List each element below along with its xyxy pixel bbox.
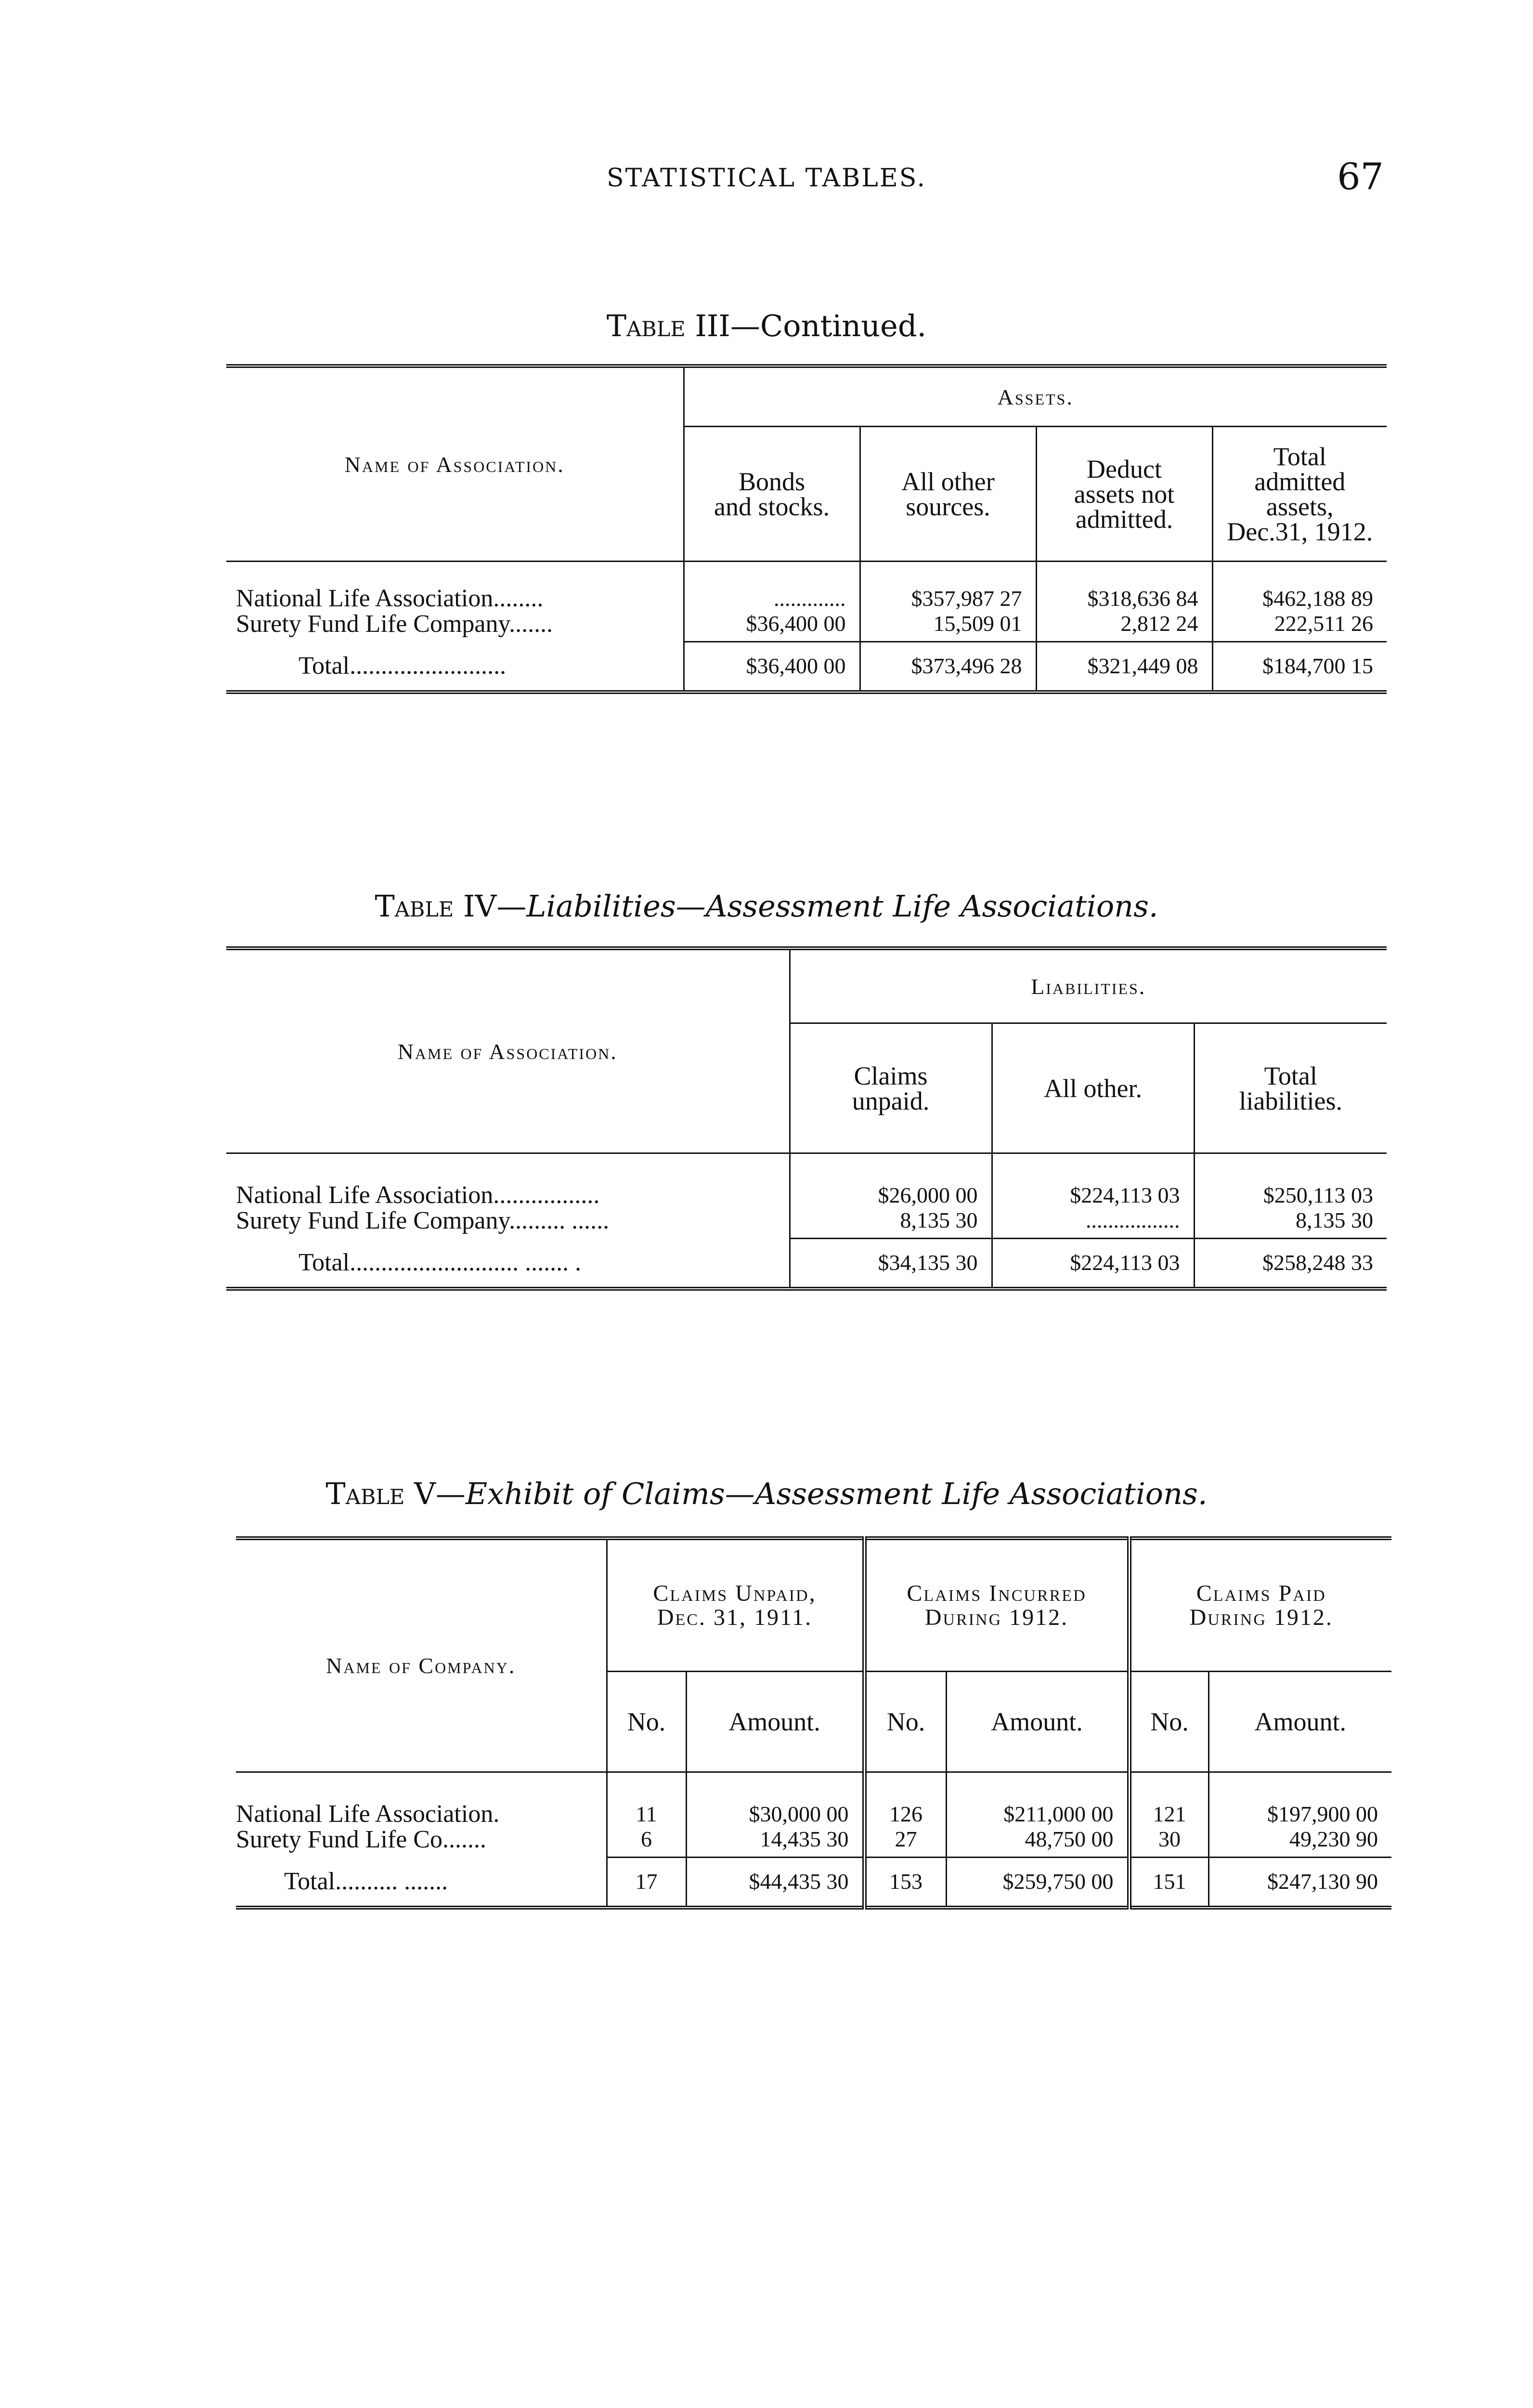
table3-title-prefix: Table bbox=[606, 308, 686, 343]
table-row: National Life Association................. $26,000 00 $224,113 03 $250,113 03 bbox=[226, 1153, 1387, 1208]
page-number: 67 bbox=[1337, 155, 1384, 198]
table5-sub-amount: Amount. bbox=[1208, 1672, 1391, 1772]
table-row: Surety Fund Life Company....... $36,400 00 15,509 01 2,812 24 222,511 26 bbox=[226, 611, 1387, 642]
table4-title-prefix: Table bbox=[375, 889, 454, 924]
table-row: Surety Fund Life Company......... ...... 8,135 30 ................. 8,135 30 bbox=[226, 1208, 1387, 1239]
table4-col-claims: Claims unpaid. bbox=[790, 1023, 992, 1153]
table3-col-bonds: Bonds and stocks. bbox=[684, 427, 860, 562]
table3-col-other: All other sources. bbox=[860, 427, 1036, 562]
table5-group-unpaid: Claims Unpaid, Dec. 31, 1911. bbox=[607, 1538, 864, 1672]
table3-title bbox=[0, 308, 1533, 343]
table3-name-header: Name of Association. bbox=[226, 366, 684, 562]
table5-title-num: V— bbox=[414, 1476, 466, 1511]
table-row: National Life Association. 11 $30,000 00 126 $211,000 00 121 $197,900 00 bbox=[236, 1772, 1391, 1827]
table5-title bbox=[0, 1476, 1533, 1511]
total-row: Total......................... $36,400 00 $373,496 28 $321,449 08 $184,700 15 bbox=[226, 642, 1387, 692]
table-row: Surety Fund Life Co....... 6 14,435 30 27 48,750 00 30 49,230 90 bbox=[236, 1827, 1391, 1858]
table4-liabilities-header: Liabilities. bbox=[790, 948, 1387, 1023]
table5-sub-amount: Amount. bbox=[946, 1672, 1129, 1772]
table3 bbox=[226, 364, 1387, 694]
table5-title-prefix: Table bbox=[325, 1476, 405, 1511]
table5-sub-amount: Amount. bbox=[686, 1672, 864, 1772]
table4-col-allother: All other. bbox=[992, 1023, 1194, 1153]
total-row: Total.......... ....... 17 $44,435 30 153 $259,750 00 151 $247,130 90 bbox=[236, 1858, 1391, 1908]
table3-assets-header: Assets. bbox=[684, 366, 1387, 427]
table4-title bbox=[0, 889, 1533, 924]
table4-title-rest: Liabilities—Assessment Life Associations. bbox=[526, 889, 1158, 924]
table-row: National Life Association........ ............. $357,987 27 $318,636 84 $462,188 89 bbox=[226, 562, 1387, 612]
table5-title-rest: Exhibit of Claims—Assessment Life Associations. bbox=[465, 1476, 1208, 1511]
table3-col-deduct: Deduct assets not admitted. bbox=[1036, 427, 1212, 562]
table3-col-total: Total admitted assets, Dec.31, 1912. bbox=[1212, 427, 1387, 562]
table5-group-incurred: Claims Incurred During 1912. bbox=[864, 1538, 1129, 1672]
table5-name-header: Name of Company. bbox=[236, 1538, 607, 1772]
running-header: STATISTICAL TABLES. bbox=[606, 164, 927, 193]
table3-title-rest: III—Continued. bbox=[695, 308, 927, 343]
total-row: Total........................... ....... . $34,135 30 $224,113 03 $258,248 33 bbox=[226, 1239, 1387, 1289]
table4-name-header: Name of Association. bbox=[226, 948, 790, 1153]
table5-sub-no: No. bbox=[864, 1672, 946, 1772]
table4-col-total: Total liabilities. bbox=[1194, 1023, 1387, 1153]
table4 bbox=[226, 946, 1387, 1291]
table5-sub-no: No. bbox=[1129, 1672, 1208, 1772]
table4-title-num: IV— bbox=[463, 889, 527, 924]
table5-group-paid: Claims Paid During 1912. bbox=[1129, 1538, 1391, 1672]
table5 bbox=[236, 1536, 1391, 1910]
table5-sub-no: No. bbox=[607, 1672, 686, 1772]
